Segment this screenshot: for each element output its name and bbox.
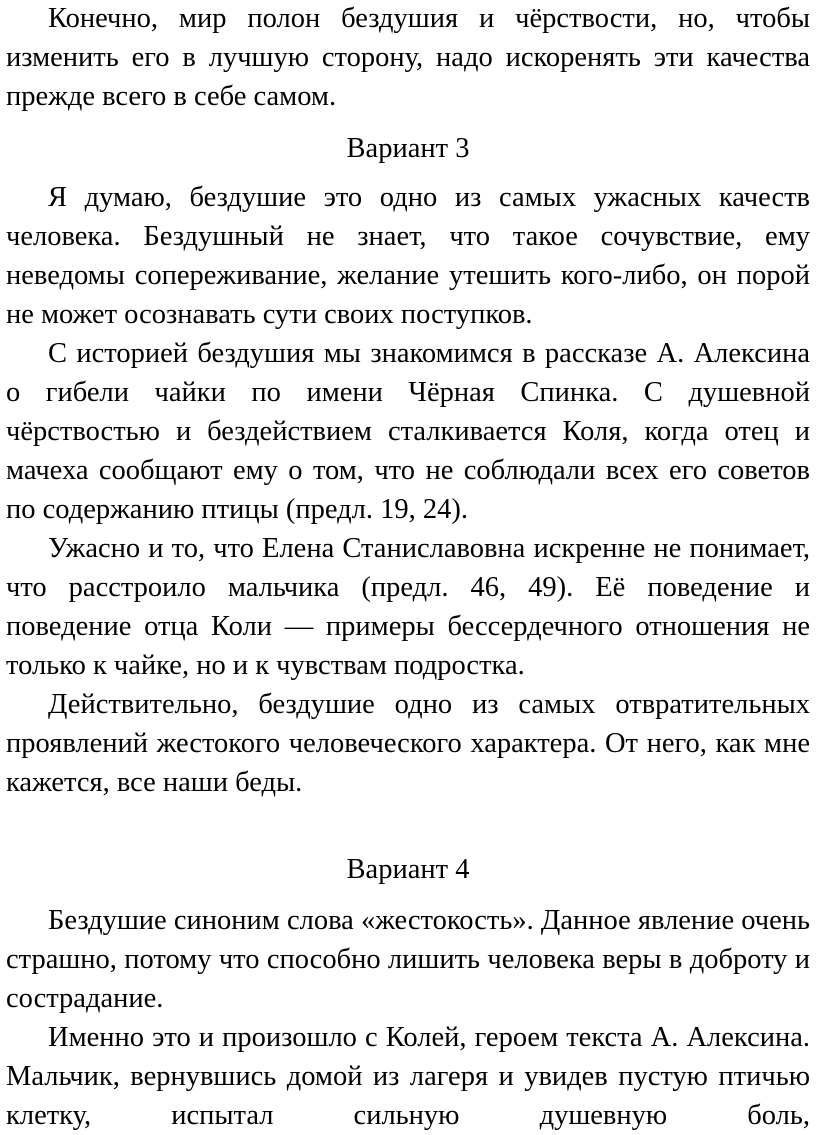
variant-3-paragraph-2: С историей бездушия мы знакомимся в рассказе А. Алексина о гибели чайки по имени Чёрная Спинка. С душевной чёрствостью и бездействием сталкивается Коля, когда отец и мачеха сообщают ему о том, что не соблюдали всех его советов по содержанию птицы (предл. 19, 24).: [6, 338, 810, 525]
variant-4-paragraph-2: Именно это и произошло с Колей, героем текста А. Алексина. Мальчик, вернувшись домой из лагеря и увидев пустую птичью клетку, испытал сильную душевную боль,: [6, 1022, 810, 1131]
variant-3-paragraph-4: Действительно, бездушие одно из самых отвратительных проявлений жестокого человеческого характера. От него, как мне кажется, все наши беды.: [6, 689, 810, 798]
variant-4-paragraph-1: Бездушие синоним слова «жестокость». Данное явление очень страшно, потому что способно лишить человека веры в доброту и сострадание.: [6, 905, 810, 1014]
variant-4-section: [6, 901, 810, 1135]
variant-4-heading: Вариант 4: [346, 854, 470, 885]
variant-3-section: [6, 178, 810, 802]
variant-3-paragraph-1: Я думаю, бездушие это одно из самых ужасных качеств человека. Бездушный не знает, что такое сочувствие, ему неведомы сопереживание, желание утешить кого-либо, он порой не может осознавать сути своих поступков.: [6, 182, 810, 330]
intro-paragraph: Конечно, мир полон бездушия и чёрствости, но, чтобы изменить его в лучшую сторону, надо искоренять эти качества прежде всего в себе самом.: [6, 3, 810, 112]
variant-3-paragraph-3: Ужасно и то, что Елена Станиславовна искренне не понимает, что расстроило мальчика (предл. 46, 49). Её поведение и поведение отца Коли — примеры бессердечного отношения не только к чайке, но и к чувствам подростка.: [6, 533, 810, 681]
variant-3-heading: Вариант 3: [346, 133, 470, 164]
document-page: [6, 0, 810, 1135]
